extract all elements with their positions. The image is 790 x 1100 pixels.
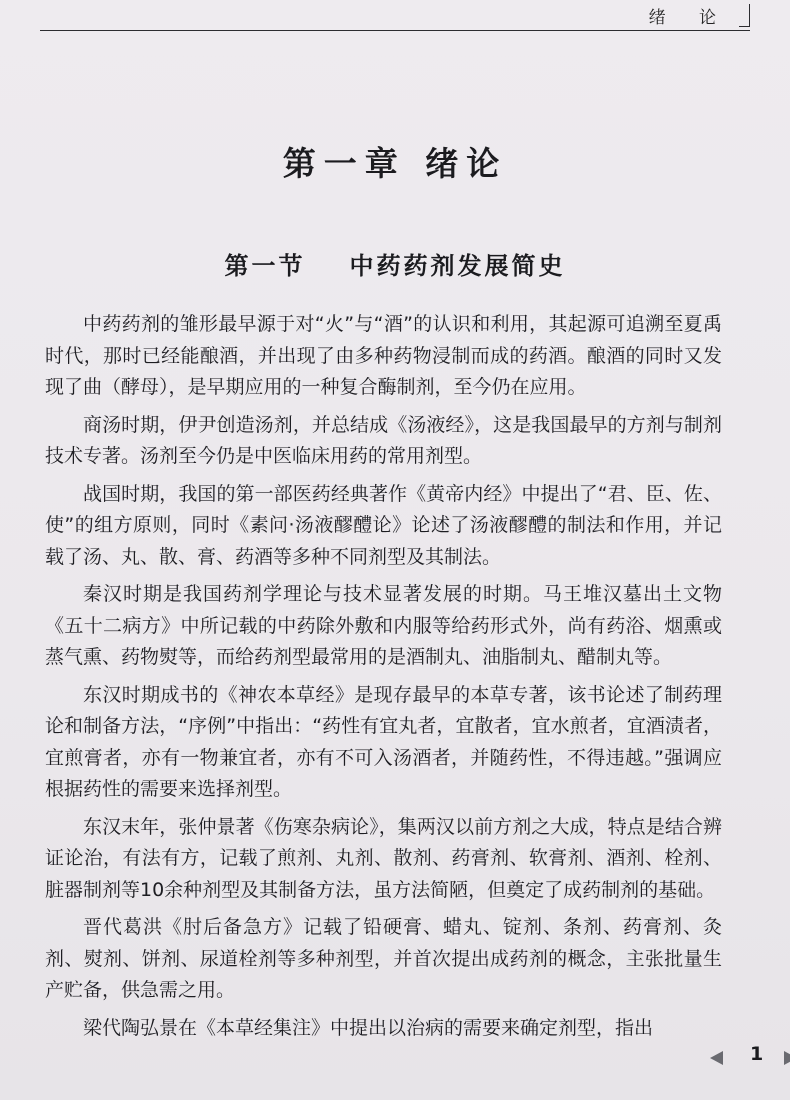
paragraph: 晋代葛洪《肘后备急方》记载了铅硬膏、蜡丸、锭剂、条剂、药膏剂、灸剂、熨剂、饼剂、尿道栓剂等多种剂型，并首次提出成药剂的概念，主张批量生产贮备，供急需之用。 — [45, 916, 722, 1001]
paragraph: 商汤时期，伊尹创造汤剂，并总结成《汤液经》，这是我国最早的方剂与制剂技术专著。汤剂至今仍是中医临床用药的常用剂型。 — [45, 413, 722, 467]
running-header-title: 绪 论 — [648, 8, 730, 28]
chapter-title: 第一章 绪论 — [282, 144, 508, 183]
header-corner-mark — [739, 4, 750, 27]
running-header — [40, 0, 750, 31]
triangle-right-icon — [784, 1051, 790, 1065]
section-name: 中药药剂发展简史 — [349, 252, 566, 280]
page-number: 1 — [750, 1043, 764, 1065]
paragraph: 中药药剂的雏形最早源于对“火”与“酒”的认识和利用，其起源可追溯至夏禹时代，那时已经能酿酒，并出现了由多种药物浸制而成的药酒。酿酒的同时又发现了曲（酵母），是早期应用的一种复合酶制剂，至今仍在应用。 — [45, 313, 722, 398]
paragraph: 梁代陶弘景在《本草经集注》中提出以治病的需要来确定剂型，指出 — [83, 1016, 654, 1039]
paragraph: 东汉时期成书的《神农本草经》是现存最早的本草专著，该书论述了制药理论和制备方法，“序例”中指出：“药性有宜丸者，宜散者，宜水煎者，宜酒渍者，宜煎膏者，亦有一物兼宜者，亦有不可入汤酒者，并随药性，不得违越。”强调应根据药性的需要来选择剂型。 — [45, 683, 722, 800]
section-number: 第一节 — [224, 252, 306, 280]
body-text — [45, 309, 722, 1050]
paragraph: 战国时期，我国的第一部医药经典著作《黄帝内经》中提出了“君、臣、佐、使”的组方原则，同时《素问·汤液醪醴论》论述了汤液醪醴的制法和作用，并记载了汤、丸、散、膏、药酒等多种不同剂型及其制法。 — [45, 482, 722, 568]
section-title — [0, 246, 790, 281]
paragraph: 东汉末年，张仲景著《伤寒杂病论》，集两汉以前方剂之大成，特点是结合辨证论治，有法有方，记载了煎剂、丸剂、散剂、药膏剂、软膏剂、酒剂、栓剂、脏器制剂等10余种剂型及其制备方法，虽方法简陋，但奠定了成药制剂的基础。 — [45, 815, 722, 901]
triangle-left-icon — [710, 1051, 723, 1065]
paragraph: 秦汉时期是我国药剂学理论与技术显著发展的时期。马王堆汉墓出土文物《五十二病方》中所记载的中药除外敷和内服等给药形式外，尚有药浴、烟熏或蒸气熏、药物熨等，而给药剂型最常用的是酒制丸、油脂制丸、醋制丸等。 — [45, 583, 722, 668]
